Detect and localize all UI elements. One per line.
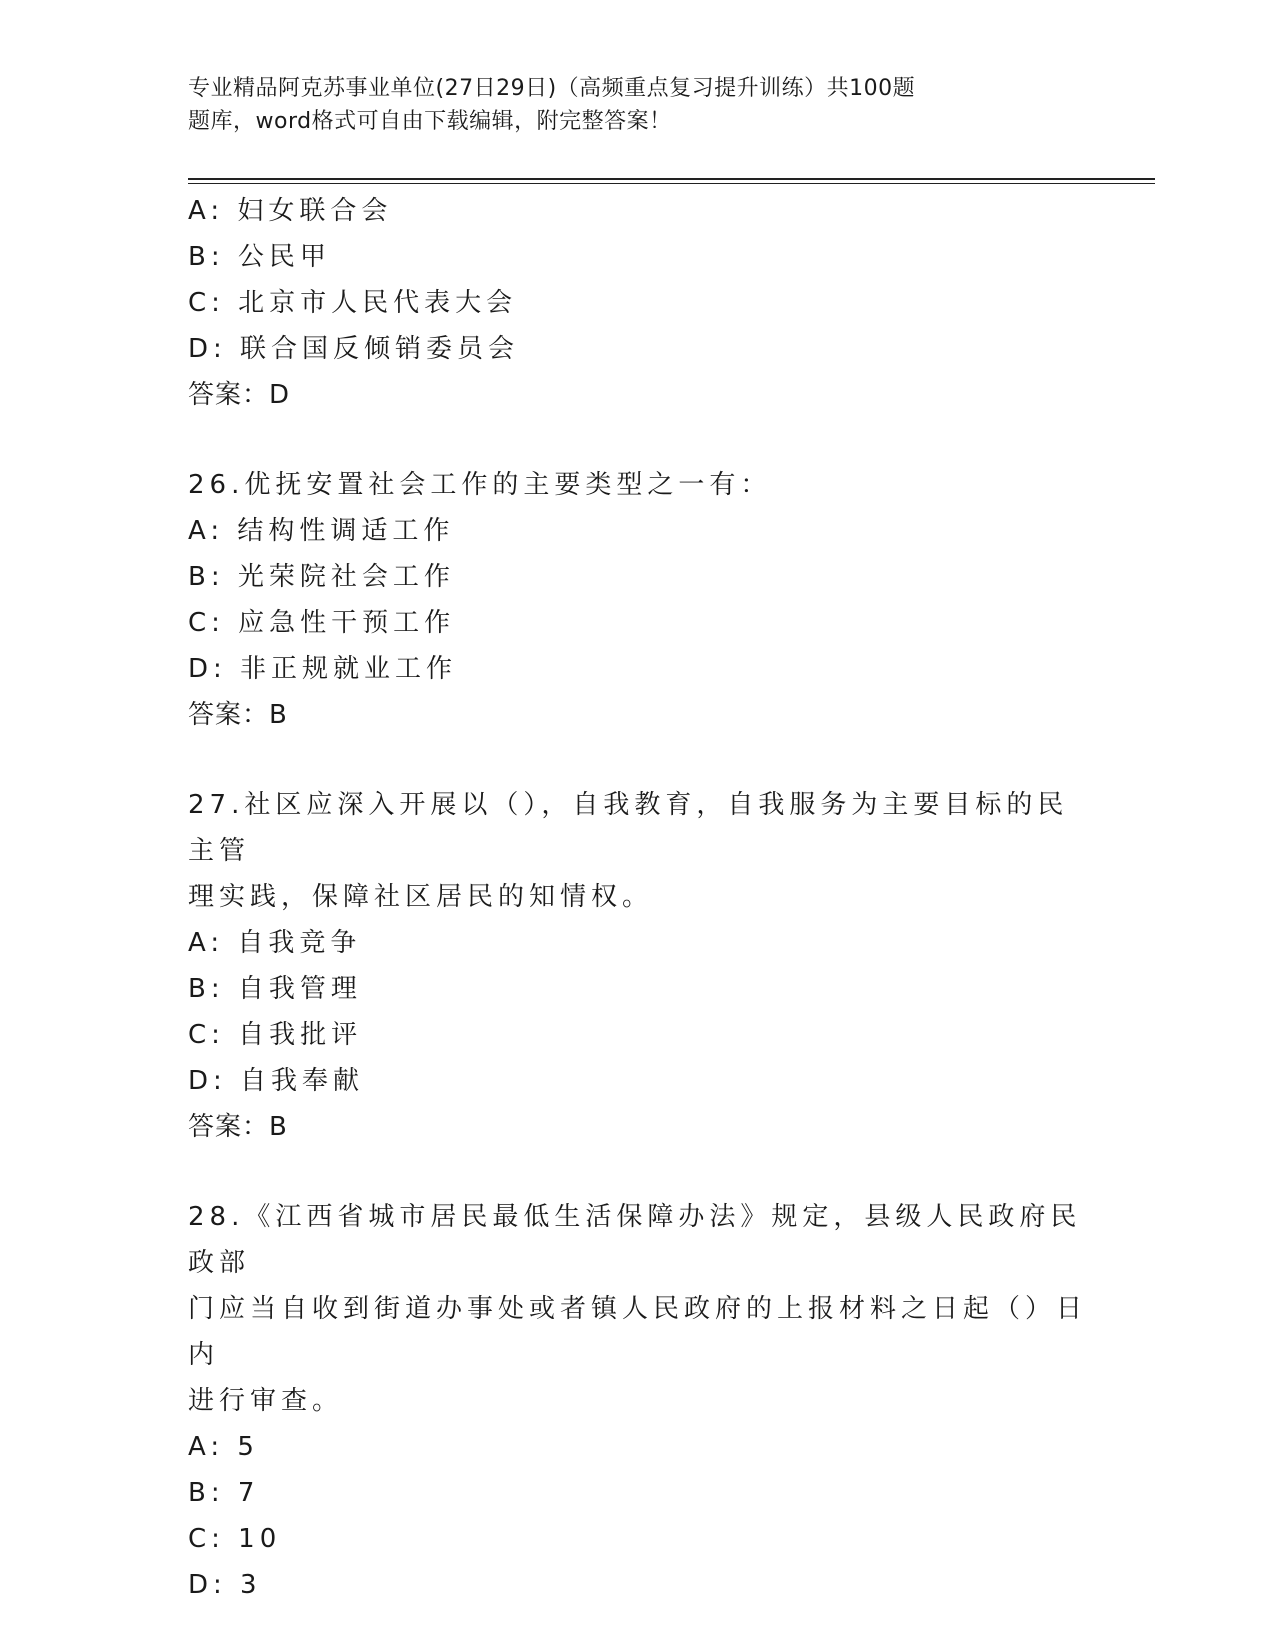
question-text-line-3: 进行审查。 — [188, 1386, 344, 1416]
question-text: 26.优抚安置社会工作的主要类型之一有： — [188, 470, 772, 500]
spacer — [188, 1150, 1088, 1194]
option-c: C: 10 — [188, 1524, 282, 1554]
option-a: A: 妇女联合会 — [188, 196, 393, 226]
header-divider-thick — [188, 178, 1155, 180]
question-text-line-2: 理实践，保障社区居民的知情权。 — [188, 882, 654, 912]
document-header — [188, 72, 1048, 138]
spacer — [188, 418, 1088, 462]
option-d: D: 3 — [188, 1570, 262, 1600]
option-a: A: 自我竞争 — [188, 928, 362, 958]
answer-label: 答案：D — [188, 380, 291, 410]
option-a: A: 5 — [188, 1432, 259, 1462]
question-25-block — [188, 188, 1088, 418]
answer-label: 答案：B — [188, 700, 288, 730]
option-d: D: 自我奉献 — [188, 1066, 365, 1096]
spacer — [188, 738, 1088, 782]
question-26-block — [188, 462, 1088, 738]
question-list — [188, 188, 1088, 1608]
option-d: D: 联合国反倾销委员会 — [188, 334, 520, 364]
question-text-line-1: 28.《江西省城市居民最低生活保障办法》规定，县级人民政府民政部 — [188, 1202, 1082, 1278]
answer-label: 答案：B — [188, 1112, 288, 1142]
option-b: B: 光荣院社会工作 — [188, 562, 455, 592]
option-c: C: 自我批评 — [188, 1020, 363, 1050]
header-title-line-2: 题库，word格式可自由下载编辑，附完整答案！ — [188, 109, 672, 134]
option-b: B: 7 — [188, 1478, 260, 1508]
question-text-line-2: 门应当自收到街道办事处或者镇人民政府的上报材料之日起（）日内 — [188, 1294, 1088, 1370]
option-d: D: 非正规就业工作 — [188, 654, 458, 684]
option-b: B: 自我管理 — [188, 974, 362, 1004]
question-28-block — [188, 1194, 1088, 1608]
header-divider-thin — [188, 183, 1155, 184]
option-c: C: 北京市人民代表大会 — [188, 288, 518, 318]
option-a: A: 结构性调适工作 — [188, 516, 455, 546]
header-title-line-1: 专业精品阿克苏事业单位(27日29日)（高频重点复习提升训练）共100题 — [188, 76, 916, 101]
question-text-line-1: 27.社区应深入开展以（），自我教育，自我服务为主要目标的民主管 — [188, 790, 1069, 866]
option-c: C: 应急性干预工作 — [188, 608, 456, 638]
option-b: B: 公民甲 — [188, 242, 331, 272]
question-27-block — [188, 782, 1088, 1150]
